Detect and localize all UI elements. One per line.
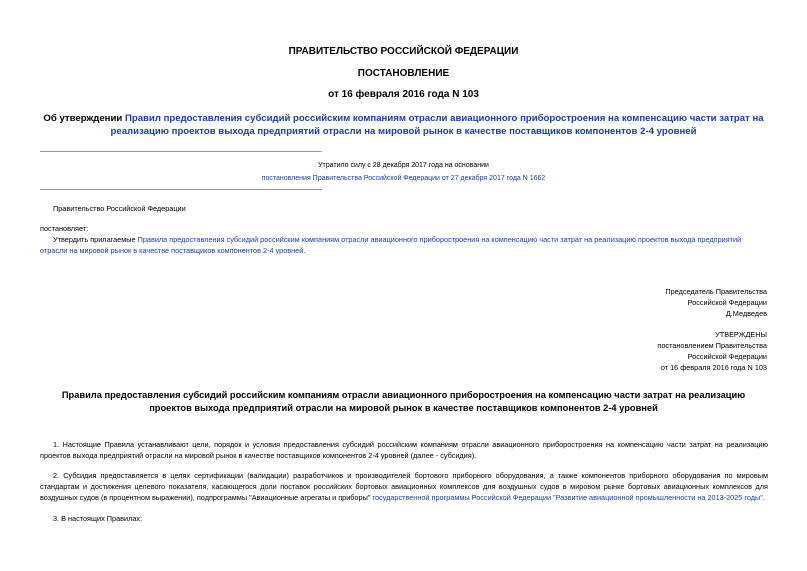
approval-line-2: постановлением Правительства <box>657 341 767 350</box>
signature-position: Председатель Правительства <box>665 287 767 296</box>
rules-paragraph-2 <box>40 470 768 503</box>
resolves-label: постановляет: <box>40 224 89 233</box>
approval-block <box>657 329 767 373</box>
government-name: ПРАВИТЕЛЬСТВО РОССИЙСКОЙ ФЕДЕРАЦИИ <box>288 46 519 57</box>
divider <box>40 189 322 190</box>
document-date-number: от 16 февраля 2016 года N 103 <box>328 89 479 100</box>
approve-suffix: . <box>303 246 306 255</box>
divider <box>40 151 322 152</box>
approval-line-4: от 16 февраля 2016 года N 103 <box>660 363 767 372</box>
approval-line-3: Российской Федерации <box>687 352 767 361</box>
issuer: Правительство Российской Федерации <box>53 204 186 213</box>
rules-title: Правила предоставления субсидий российским компаниям отрасли авиационного приборостроения на компенсацию части затрат на реализацию проектов выхода предприятий отрасли на мировой рынок в качестве поставщиков компонентов 2-4 уровней <box>61 390 746 413</box>
approval-heading: УТВЕРЖДЕНЫ <box>715 330 767 339</box>
approve-link[interactable]: Правила предоставления субсидий российским компаниям отрасли авиационного приборостроения на компенсацию части затрат на реализацию проектов выхода предприятий отрасли на мировой рынок в качестве поставщиков компонентов 2-4 уровней <box>40 235 742 255</box>
approve-prefix: Утвердить прилагаемые <box>53 235 138 244</box>
rules-paragraph-1: 1. Настоящие Правила устанавливают цели, порядок и условия предоставления субсидий российским компаниям отрасли авиационного приборостроения на компенсацию части затрат на реализацию проектов выхода предприятий отрасли на мировой рынок в качестве поставщиков компонентов 2-4 уровней (далее - субсидия). <box>40 440 768 460</box>
signature-block <box>665 286 767 319</box>
paragraph-2-text: 2. Субсидия предоставляется в целях сертификации (валидации) разработчиков и производителей бортового приборного оборудования, а также компонентов приборного оборудования по мировым стандартам и достижения целевого показателя, касающегося доли поставок российских бортовых авиационных комплексов для воздушных судов в мировом рынке бортовых авиационных комплексов для воздушных судов (в процентном выражении), подпрограммы "Авиационные агрегаты и приборы" <box>40 471 768 502</box>
document-type: ПОСТАНОВЛЕНИЕ <box>357 68 450 79</box>
signature-country: Российской Федерации <box>687 298 767 307</box>
state-program-link[interactable]: государственной программы Российской Федерации "Развитие авиационной промышленности на 2013-2025 годы" <box>372 493 763 502</box>
rules-paragraph-3: 3. В настоящих Правилах: <box>53 514 143 523</box>
title-prefix: Об утверждении <box>43 113 125 124</box>
paragraph-2-end: . <box>762 493 765 502</box>
status-line: Утратило силу с 28 декабря 2017 года на основании <box>318 162 489 169</box>
approve-paragraph <box>40 234 768 256</box>
status-repeal-link[interactable]: постановления Правительства Российской Федерации от 27 декабря 2017 года N 1662 <box>261 175 546 182</box>
document-title <box>40 112 767 138</box>
signature-name: Д.Медведев <box>725 309 767 318</box>
title-link[interactable]: Правил предоставления субсидий российским компаниям отрасли авиационного приборостроения на компенсацию части затрат на реализацию проектов выхода предприятий отрасли на мировой рынок в качестве поставщиков компонентов 2-4 уровней <box>110 113 764 137</box>
